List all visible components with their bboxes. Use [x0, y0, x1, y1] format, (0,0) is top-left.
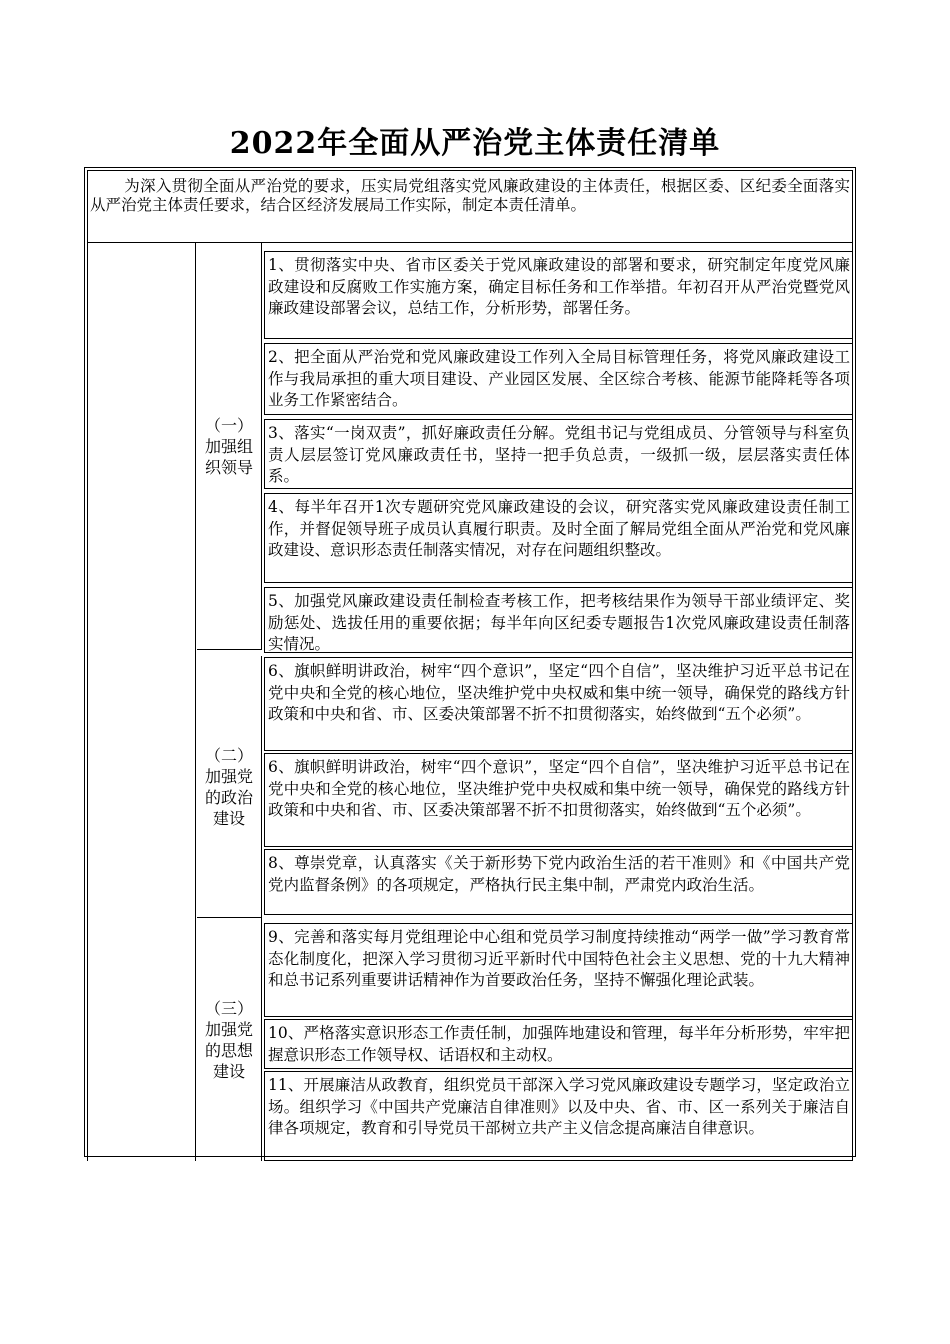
table-row: 1、贯彻落实中央、省市区委关于党风廉政建设的部署和要求，研究制定年度党风廉政建设和反腐败工作实施方案，确定目标任务和工作举措。年初召开从严治党暨党风廉政建设部署会议，总结工作，分析形势，部署任务。: [264, 251, 853, 339]
group-label: （一） 加强组织领导: [204, 415, 253, 477]
table-row: 6、旗帜鲜明讲政治，树牢“四个意识”，坚定“四个自信”，坚决维护习近平总书记在党中央和全党的核心地位，坚决维护党中央权威和集中统一领导，确保党的路线方针政策和中央和省、市、区委决策部署不折不扣贯彻落实，始终做到“五个必须”。: [264, 753, 853, 847]
intro-paragraph: [88, 171, 852, 243]
table-row: 10、严格落实意识形态工作责任制，加强阵地建设和管理，每半年分析形势，牢牢把握意识形态工作领导权、话语权和主动权。: [264, 1019, 853, 1069]
category-column: [88, 243, 196, 1161]
table-row: 11、开展廉洁从政教育，组织党员干部深入学习党风廉政建设专题学习，坚定政治立场。组织学习《中国共产党廉洁自律准则》以及中央、省、市、区一系列关于廉洁自律各项规定，教育和引导党员干部树立共产主义信念提高廉洁自律意识。: [264, 1071, 853, 1161]
page-title: 2022年全面从严治党主体责任清单: [229, 126, 721, 161]
table-row: 8、尊崇党章，认真落实《关于新形势下党内政治生活的若干准则》和《中国共产党党内监督条例》的各项规定，严格执行民主集中制，严肃党内政治生活。: [264, 849, 853, 915]
group-label: （二） 加强党的政治建设: [204, 745, 253, 828]
table-body: [88, 243, 852, 1161]
table-row: 9、完善和落实每月党组理论中心组和党员学习制度持续推动“两学一做”学习教育常态化制度化，把深入学习贯彻习近平新时代中国特色社会主义思想、党的十九大精神和总书记系列重要讲话精神作为首要政治任务，坚持不懈强化理论武装。: [264, 923, 853, 1017]
table-row: 6、旗帜鲜明讲政治，树牢“四个意识”，坚定“四个自信”，坚决维护习近平总书记在党中央和全党的核心地位，坚决维护党中央权威和集中统一领导，确保党的路线方针政策和中央和省、市、区委决策部署不折不扣贯彻落实，始终做到“五个必须”。: [264, 657, 853, 751]
group-label-cell: [197, 243, 262, 650]
table-row: 3、落实“一岗双责”，抓好廉政责任分解。党组书记与党组成员、分管领导与科室负责人层层签订党风廉政责任书，坚持一把手负总责，一级抓一级，层层落实责任体系。: [264, 419, 853, 489]
group-label-cell: [197, 918, 262, 1161]
table-row: 5、加强党风廉政建设责任制检查考核工作，把考核结果作为领导干部业绩评定、奖励惩处、选拔任用的重要依据；每半年向区纪委专题报告1次党风廉政建设责任制落实情况。: [264, 587, 853, 653]
table-row: 4、每半年召开1次专题研究党风廉政建设的会议，研究落实党风廉政建设责任制工作，并督促领导班子成员认真履行职责。及时全面了解局党组全面从严治党和党风廉政建设、意识形态责任制落实情况，对存在问题组织整改。: [264, 493, 853, 583]
group-label-cell: [197, 656, 262, 918]
table-row: 2、把全面从严治党和党风廉政建设工作列入全局目标管理任务，将党风廉政建设工作与我局承担的重大项目建设、产业园区发展、全区综合考核、能源节能降耗等各项业务工作紧密结合。: [264, 343, 853, 415]
responsibility-table: [87, 170, 853, 1161]
intro-text: 为深入贯彻全面从严治党的要求，压实局党组落实党风廉政建设的主体责任，根据区委、区纪委全面落实从严治党主体责任要求，结合区经济发展局工作实际，制定本责任清单。: [90, 177, 850, 214]
group-label: （三） 加强党的思想建设: [204, 998, 253, 1081]
